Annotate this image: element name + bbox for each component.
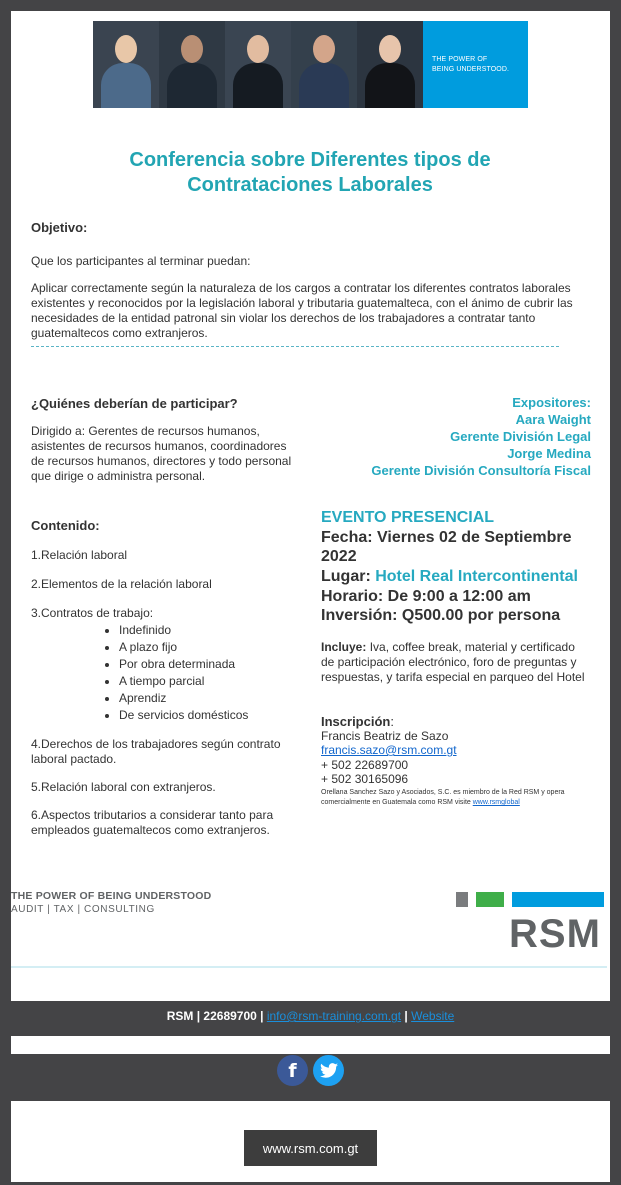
white-strip-1 [11,1036,610,1054]
list-item: • Por obra determinada [119,656,248,673]
registration-phone-1: + 502 22689700 [321,758,409,772]
speaker-2-name: Jorge Medina [507,446,591,461]
objective-intro: Que los participantes al terminar puedan: [31,254,251,268]
footer-power-tagline: THE POWER OF BEING UNDERSTOOD [11,890,212,902]
content-item-5: 5.Relación laboral con extranjeros. [31,780,216,794]
banner-person-5 [357,21,423,108]
registration-heading: Inscripción: [321,714,394,729]
event-schedule: Horario: De 9:00 a 12:00 am [321,588,531,605]
speaker-1-role: Gerente División Legal [450,429,591,444]
header-banner [93,21,528,108]
website-link[interactable]: Website [411,1009,455,1023]
event-type: EVENTO PRESENCIAL [321,509,495,526]
legal-disclaimer: Orellana Sanchez Sazo y Asociados, S.C. es miembro de la Red RSM y opera comercialmente en Guatemala como RSM visite www.rsmglobal [321,789,565,806]
content-item-1: 1.Relación laboral [31,548,128,562]
rsm-blue-square-icon [512,892,604,907]
rsm-logo: RSM [509,912,601,956]
banner-person-2 [159,21,225,108]
speaker-2-role: Gerente División Consultoría Fiscal [371,463,591,478]
rsm-gray-square-icon [456,892,468,907]
facebook-icon[interactable]: f [277,1055,308,1086]
objective-body: Aplicar correctamente según la naturaleza de los cargos a contratar los diferentes contratos laborales existentes y reconocidos por la legislación laboral y tributaria guatemalteca, con el ánimo de cubrir las necesidades de la entidad patronal sin violar los derechos de los trabajadores a contratar tanto guatemaltecos como extranjeros. [31,281,573,340]
content-item-3: 3.Contratos de trabajo: [31,606,154,620]
banner-person-3 [225,21,291,108]
rsm-green-square-icon [476,892,504,907]
website-button[interactable]: www.rsm.com.gt [244,1130,377,1166]
list-item: • A plazo fijo [119,639,248,656]
audience-heading: ¿Quiénes deberían de participar? [31,396,238,411]
section-divider [31,346,559,347]
event-date: Fecha: Viernes 02 de Septiembre 2022 [321,529,572,565]
banner-person-1 [93,21,159,108]
list-item: • Aprendiz [119,690,248,707]
registration-email-row [321,743,457,758]
list-item: • Indefinido [119,622,248,639]
contract-types-list [100,622,248,724]
list-item: • A tiempo parcial [119,673,248,690]
page-title: Conferencia sobre Diferentes tipos de Contrataciones Laborales [129,149,491,196]
speakers-block [371,394,591,479]
banner-person-4 [291,21,357,108]
content-item-4: 4.Derechos de los trabajadores según contrato laboral pactado. [31,737,281,766]
content-item-2: 2.Elementos de la relación laboral [31,577,212,591]
footer-divider [11,966,607,968]
banner-tagline: THE POWER OF BEING UNDERSTOOD. [423,21,528,108]
event-price: Inversión: Q500.00 por persona [321,607,561,624]
footer-services: AUDIT | TAX | CONSULTING [11,904,155,915]
event-includes: Incluye: Iva, coffee break, material y certificado de participación electrónico, foro de preguntas y respuestas, y tarifa especial en parqueo del Hotel [321,640,585,684]
registration-name: Francis Beatriz de Sazo [321,729,449,743]
speakers-heading: Expositores: [512,395,591,410]
event-place-name: Hotel Real Intercontinental [375,568,578,585]
rsmglobal-link[interactable]: www.rsmglobal [472,799,520,806]
event-place: Lugar: Hotel Real Intercontinental [321,568,578,585]
content-item-6: 6.Aspectos tributarios a considerar tanto para empleados guatemaltecos como extranjeros. [31,808,274,837]
list-item: • De servicios domésticos [119,707,248,724]
twitter-icon[interactable] [313,1055,344,1086]
registration-phone-2: + 502 30165096 [321,772,409,786]
registration-email-link[interactable]: francis.sazo@rsm.com.gt [321,743,457,757]
speaker-1-name: Aara Waight [515,412,591,427]
audience-body: Dirigido a: Gerentes de recursos humanos, asistentes de recursos humanos, coordinadores de recursos humanos, directores y todo personal que dirige o administra personal. [31,424,292,483]
contact-bar: RSM | 22689700 | info@rsm-training.com.gt | Website [166,1009,455,1023]
content-heading: Contenido: [31,518,100,533]
objective-heading: Objetivo: [31,220,88,235]
contact-email-link[interactable]: info@rsm-training.com.gt [266,1009,402,1023]
